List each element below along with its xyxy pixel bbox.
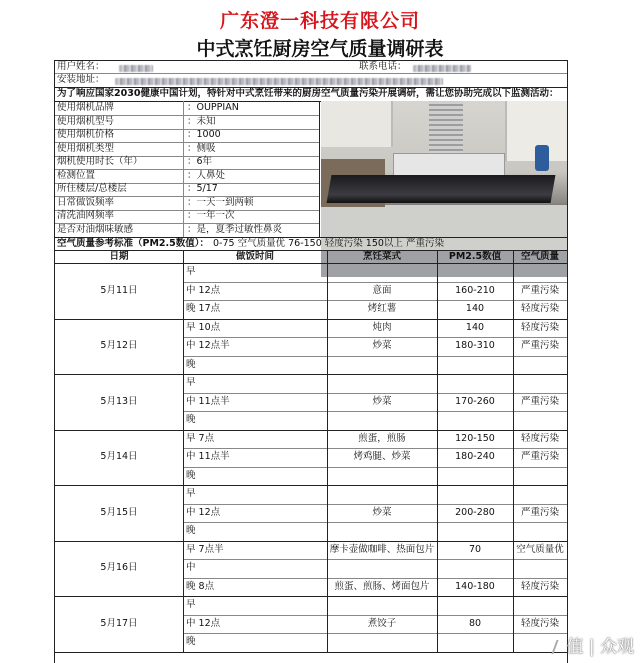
cook-time-cell: 中 (186, 562, 196, 573)
quality-cell: 空气质量优 (516, 543, 564, 555)
cook-time-cell: 早 (186, 266, 196, 277)
hood-field-value: ：一年一次 (187, 210, 235, 221)
quality-cell: 轻度污染 (520, 303, 559, 314)
pm25-cell: 140 (465, 321, 485, 333)
date-cell: 5月12日 (100, 340, 138, 352)
pm25-cell: 200-280 (455, 506, 495, 518)
pm25-cell: 160-210 (455, 284, 495, 296)
hood-field-label: 使用烟机型号 (57, 115, 115, 127)
document-title: 中式烹饪厨房空气质量调研表 (196, 38, 444, 60)
quality-cell: 轻度污染 (520, 617, 559, 629)
cook-time-cell: 早 7点半 (186, 543, 224, 555)
pm25-cell: 140-180 (455, 580, 495, 592)
dish-cell: 煎蛋，煎肠 (358, 432, 406, 444)
pm25-cell: 70 (468, 543, 482, 555)
date-cell: 5月15日 (100, 506, 138, 518)
dish-cell: 煮饺子 (367, 617, 397, 629)
cook-time-cell: 晚 (186, 636, 196, 647)
date-cell: 5月14日 (100, 451, 138, 463)
hood-field-label: 清洗油网频率 (57, 210, 115, 221)
cook-time-cell: 早 (186, 599, 196, 610)
cook-time-cell: 早 10点 (186, 321, 221, 333)
address-label: 安装地址： (57, 74, 105, 85)
hood-field-value: ：5/17 (187, 183, 218, 194)
cook-time-cell: 早 7点 (186, 432, 215, 444)
dish-cell: 摩卡壶做咖啡、热面包片 (329, 543, 435, 555)
hood-field-value: ：侧吸 (187, 142, 216, 154)
hood-field-label: 检测位置 (57, 169, 96, 181)
cook-time-cell: 晚 (186, 358, 196, 370)
phone-label: 联系电话： (359, 61, 407, 72)
cook-time-cell: 中 11点半 (186, 451, 230, 462)
header-quality: 空气质量 (520, 251, 559, 262)
pm25-cell: 140 (465, 303, 485, 314)
dish-cell: 炒菜 (372, 395, 392, 407)
user-name-label: 用户姓名： (57, 61, 105, 72)
quality-cell: 严重污染 (520, 395, 559, 407)
date-cell: 5月16日 (100, 562, 138, 574)
quality-cell: 轻度污染 (520, 321, 559, 333)
cook-time-cell: 早 (186, 488, 196, 499)
hood-field-value: ：6年 (187, 156, 213, 167)
header-dish: 烹饪菜式 (362, 251, 401, 262)
company-name: 广东澄一科技有限公司 (219, 10, 420, 32)
dish-cell: 炖肉 (372, 321, 392, 333)
cook-time-cell: 中 11点半 (186, 395, 230, 407)
quality-cell: 严重污染 (520, 451, 559, 462)
dish-cell: 意面 (372, 284, 392, 296)
pm25-cell: 170-260 (455, 395, 495, 407)
hood-field-value: ：一天一到两顿 (187, 196, 254, 208)
watermark: 值 | 众观 (566, 637, 634, 657)
pm25-cell: 180-310 (455, 340, 495, 351)
header-date: 日期 (109, 251, 129, 262)
cook-time-cell: 晚 (186, 414, 196, 425)
quality-cell: 轻度污染 (520, 580, 559, 592)
survey-sheet (54, 60, 568, 663)
date-cell: 5月11日 (100, 284, 138, 296)
dish-cell: 炒菜 (372, 506, 392, 518)
hood-field-label: 烟机使用时长（年） (57, 156, 143, 167)
hood-field-label: 使用烟机价格 (57, 129, 115, 140)
dish-cell: 烤鸡腿、炒菜 (353, 451, 411, 462)
hood-field-label: 日常做饭频率 (57, 196, 115, 208)
standard-label: 空气质量参考标准（PM2.5数值）： (57, 238, 209, 249)
standard-levels: 0-75 空气质量优 76-150 轻度污染 150以上 严重污染 (213, 238, 444, 249)
quality-cell: 严重污染 (520, 284, 559, 296)
cook-time-cell: 中 12点 (186, 284, 221, 296)
cook-time-cell: 早 (186, 377, 196, 388)
hood-field-value: ：OUPPIAN (187, 102, 239, 113)
header-cook-time: 做饭时间 (235, 251, 274, 262)
cook-time-cell: 中 12点半 (186, 340, 230, 351)
pm25-cell: 180-240 (455, 451, 495, 462)
cook-time-cell: 晚 (186, 525, 196, 536)
hood-field-label: 是否对油烟味敏感 (57, 223, 134, 235)
dish-cell: 烤红薯 (367, 303, 397, 314)
pm25-cell: 120-150 (455, 432, 495, 444)
notice-text: 为了响应国家2030健康中国计划，特针对中式烹饪带来的厨房空气质量污染开展调研，需让您协助完成以下监测活动： (57, 88, 559, 99)
hood-field-value: ：是，夏季过敏性鼻炎 (187, 223, 283, 235)
hood-field-label: 所住楼层/总楼层 (57, 183, 127, 194)
hood-field-label: 使用烟机类型 (57, 142, 115, 154)
pm25-cell: 80 (468, 617, 482, 629)
cook-time-cell: 晚 17点 (186, 303, 221, 314)
cook-time-cell: 中 12点 (186, 617, 221, 629)
cook-time-cell: 晚 8点 (186, 580, 215, 592)
quality-cell: 严重污染 (520, 506, 559, 518)
cook-time-cell: 中 12点 (186, 506, 221, 518)
hood-field-value: ：1000 (187, 129, 221, 140)
hood-field-value: ：人鼻处 (187, 169, 226, 181)
dish-cell: 炒菜 (372, 340, 392, 351)
date-cell: 5月13日 (100, 395, 138, 407)
cook-time-cell: 晚 (186, 469, 196, 481)
dish-cell: 煎蛋、煎肠、烤面包片 (334, 580, 430, 592)
hood-field-value: ：未知 (187, 115, 216, 127)
header-pm25: PM2.5数值 (448, 251, 502, 262)
quality-cell: 轻度污染 (520, 432, 559, 444)
quality-cell: 严重污染 (520, 340, 559, 351)
hood-field-label: 使用烟机品牌 (57, 102, 115, 113)
date-cell: 5月17日 (100, 617, 138, 629)
